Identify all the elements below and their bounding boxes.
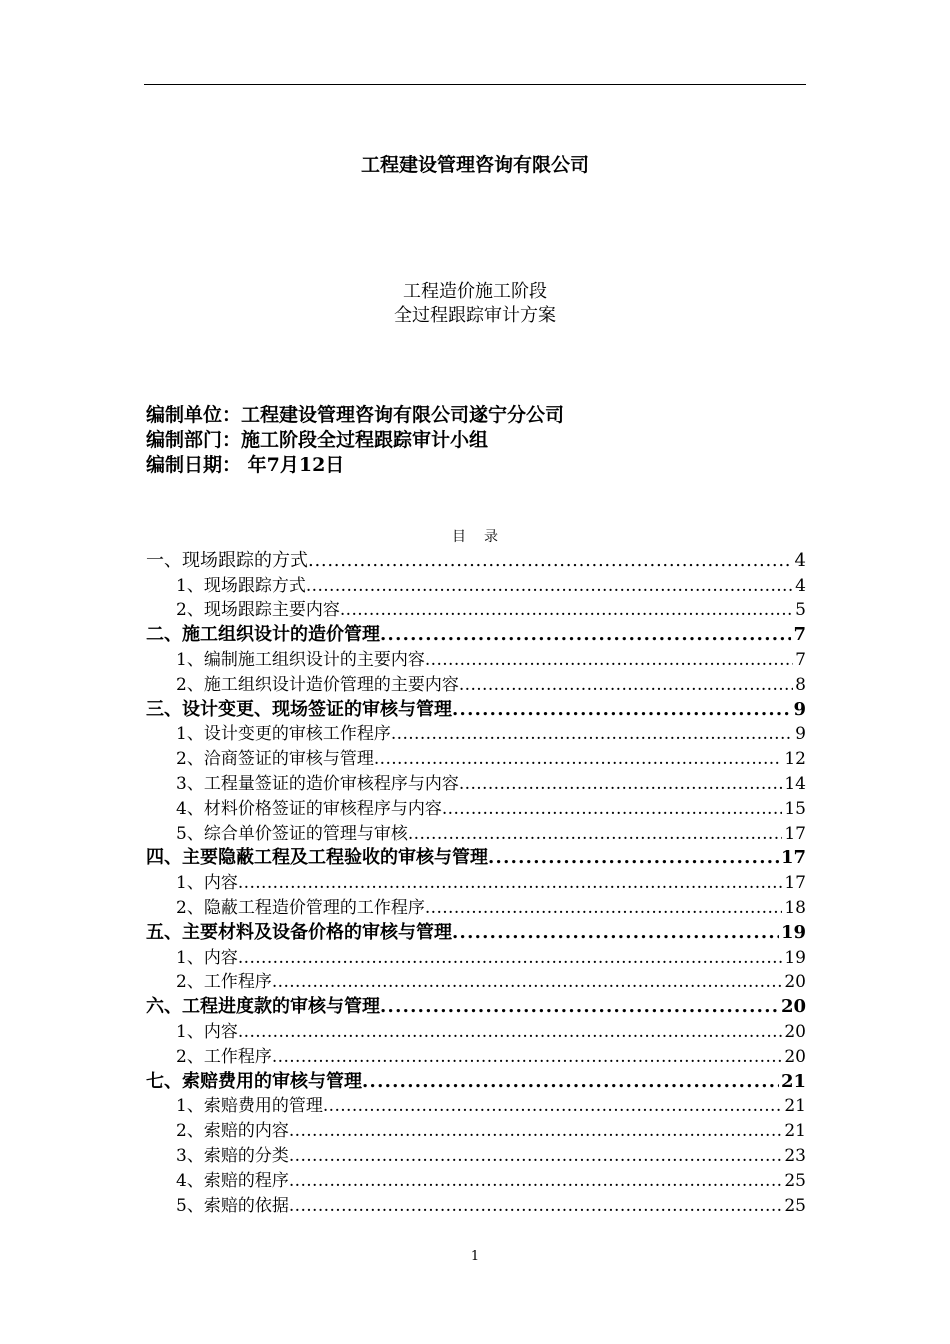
- toc-entry-page: 9: [793, 698, 806, 720]
- toc-entry-page: 15: [784, 798, 806, 819]
- toc-leader-dots: [323, 1095, 783, 1117]
- toc-leader-dots: [452, 922, 779, 944]
- toc-entry-title: 2、施工组织设计造价管理的主要内容: [176, 674, 459, 695]
- toc-entry-title: 2、工作程序: [176, 1046, 272, 1067]
- toc-entry-title: 2、现场跟踪主要内容: [176, 600, 340, 621]
- toc-section-entry[interactable]: [146, 1142, 806, 1167]
- toc-entry-title: 4、材料价格签证的审核程序与内容: [176, 798, 442, 819]
- toc-section-entry[interactable]: [146, 1117, 806, 1142]
- toc-entry-title: 3、索赔的分类: [176, 1145, 289, 1166]
- toc-section-entry[interactable]: [146, 1018, 806, 1043]
- toc-entry-title: 1、内容: [176, 873, 238, 894]
- toc-leader-dots: [488, 847, 779, 869]
- toc-entry-page: 20: [784, 1046, 806, 1067]
- toc-leader-dots: [289, 1145, 783, 1167]
- toc-entry-title: 5、索赔的依据: [176, 1195, 289, 1216]
- page-number: 1: [470, 1249, 480, 1264]
- toc-entry-title: 二、施工组织设计的造价管理: [146, 624, 380, 646]
- toc-entry-title: 三、设计变更、现场签证的审核与管理: [146, 698, 452, 720]
- info-dept: [146, 425, 488, 452]
- toc-entry-title: 六、工程进度款的审核与管理: [146, 996, 380, 1018]
- toc-leader-dots: [408, 823, 783, 845]
- toc-entry-title: 七、索赔费用的审核与管理: [146, 1070, 362, 1092]
- toc-section-entry[interactable]: [146, 1167, 806, 1192]
- toc-section-entry[interactable]: [146, 969, 806, 994]
- toc-entry-title: 四、主要隐蔽工程及工程验收的审核与管理: [146, 847, 488, 869]
- toc-leader-dots: [362, 1071, 779, 1093]
- toc-leader-dots: [380, 996, 779, 1018]
- toc-entry-page: 25: [784, 1170, 806, 1191]
- toc-entry-page: 20: [784, 1021, 806, 1042]
- toc-entry-page: 17: [780, 847, 806, 869]
- table-of-contents: [146, 547, 806, 1217]
- info-dept-label: 编制部门：: [146, 429, 242, 451]
- toc-section-entry[interactable]: [146, 869, 806, 894]
- toc-entry-page: 20: [784, 972, 806, 993]
- toc-section-entry[interactable]: [146, 795, 806, 820]
- toc-section-entry[interactable]: [146, 1093, 806, 1118]
- toc-section-entry[interactable]: [146, 671, 806, 696]
- info-date-label: 编制日期：: [146, 454, 242, 476]
- toc-entry-title: 2、洽商签证的审核与管理: [176, 749, 374, 770]
- toc-leader-dots: [238, 1021, 783, 1043]
- toc-chapter-entry[interactable]: [146, 1068, 806, 1093]
- toc-entry-title: 5、综合单价签证的管理与审核: [176, 823, 408, 844]
- toc-entry-title: 4、索赔的程序: [176, 1170, 289, 1191]
- header-rule: [144, 84, 806, 85]
- toc-chapter-entry[interactable]: [146, 919, 806, 944]
- toc-entry-page: 21: [784, 1096, 806, 1117]
- toc-leader-dots: [391, 723, 793, 745]
- info-unit-value: 工程建设管理咨询有限公司遂宁分公司: [241, 404, 565, 426]
- toc-entry-page: 14: [784, 773, 806, 794]
- toc-leader-dots: [459, 674, 793, 696]
- toc-entry-page: 18: [784, 897, 806, 918]
- toc-entry-title: 2、隐蔽工程造价管理的工作程序: [176, 897, 425, 918]
- toc-chapter-entry[interactable]: [146, 621, 806, 646]
- toc-chapter-entry[interactable]: [146, 547, 806, 572]
- toc-leader-dots: [425, 897, 783, 919]
- toc-leader-dots: [272, 971, 783, 993]
- toc-leader-dots: [289, 1195, 783, 1217]
- toc-entry-title: 2、索赔的内容: [176, 1121, 289, 1142]
- toc-section-entry[interactable]: [146, 572, 806, 597]
- toc-section-entry[interactable]: [146, 721, 806, 746]
- info-date-value: 年7月12日: [241, 454, 345, 476]
- toc-section-entry[interactable]: [146, 646, 806, 671]
- toc-entry-title: 一、现场跟踪的方式: [146, 549, 308, 571]
- toc-leader-dots: [442, 798, 783, 820]
- toc-entry-page: 7: [795, 649, 806, 670]
- document-title-line2: 全过程跟踪审计方案: [394, 305, 556, 326]
- toc-section-entry[interactable]: [146, 894, 806, 919]
- company-name: 工程建设管理咨询有限公司: [360, 154, 589, 176]
- toc-section-entry[interactable]: [146, 820, 806, 845]
- toc-entry-title: 3、工程量签证的造价审核程序与内容: [176, 773, 459, 794]
- toc-leader-dots: [340, 599, 793, 621]
- toc-entry-title: 2、工作程序: [176, 972, 272, 993]
- toc-leader-dots: [380, 624, 791, 646]
- toc-chapter-entry[interactable]: [146, 845, 806, 870]
- toc-chapter-entry[interactable]: [146, 696, 806, 721]
- toc-entry-title: 1、现场跟踪方式: [176, 575, 306, 596]
- toc-entry-title: 1、内容: [176, 1021, 238, 1042]
- toc-entry-page: 21: [784, 1121, 806, 1142]
- toc-entry-page: 8: [795, 674, 806, 695]
- toc-entry-page: 19: [784, 947, 806, 968]
- toc-leader-dots: [238, 872, 783, 894]
- toc-entry-page: 12: [784, 749, 806, 770]
- toc-leader-dots: [374, 748, 783, 770]
- info-unit-label: 编制单位：: [146, 404, 242, 426]
- toc-entry-title: 1、内容: [176, 947, 238, 968]
- toc-leader-dots: [289, 1120, 783, 1142]
- toc-section-entry[interactable]: [146, 944, 806, 969]
- toc-entry-page: 21: [780, 1070, 806, 1092]
- toc-chapter-entry[interactable]: [146, 993, 806, 1018]
- toc-section-entry[interactable]: [146, 1043, 806, 1068]
- toc-entry-page: 4: [794, 549, 806, 571]
- toc-section-entry[interactable]: [146, 745, 806, 770]
- toc-entry-page: 20: [780, 996, 806, 1018]
- toc-entry-page: 7: [793, 624, 806, 646]
- toc-entry-page: 19: [780, 921, 806, 943]
- info-dept-value: 施工阶段全过程跟踪审计小组: [241, 429, 489, 451]
- toc-leader-dots: [308, 550, 793, 572]
- toc-leader-dots: [289, 1170, 783, 1192]
- toc-entry-page: 17: [784, 873, 806, 894]
- info-date: [146, 450, 344, 477]
- toc-section-entry[interactable]: [146, 1192, 806, 1217]
- toc-leader-dots: [306, 575, 793, 597]
- toc-leader-dots: [238, 947, 783, 969]
- toc-entry-title: 1、设计变更的审核工作程序: [176, 724, 391, 745]
- toc-entry-page: 4: [795, 575, 806, 596]
- toc-entry-title: 1、编制施工组织设计的主要内容: [176, 649, 425, 670]
- toc-leader-dots: [425, 649, 793, 671]
- toc-entry-page: 23: [784, 1145, 806, 1166]
- toc-leader-dots: [459, 773, 783, 795]
- toc-entry-page: 25: [784, 1195, 806, 1216]
- toc-entry-page: 17: [784, 823, 806, 844]
- toc-section-entry[interactable]: [146, 597, 806, 622]
- toc-leader-dots: [452, 699, 791, 721]
- toc-entry-page: 9: [795, 724, 806, 745]
- toc-leader-dots: [272, 1046, 783, 1068]
- info-unit: [146, 400, 564, 427]
- toc-entry-title: 1、索赔费用的管理: [176, 1096, 323, 1117]
- toc-entry-page: 5: [795, 600, 806, 621]
- toc-heading: 目录: [452, 529, 516, 545]
- document-title-line1: 工程造价施工阶段: [403, 281, 547, 302]
- toc-entry-title: 五、主要材料及设备价格的审核与管理: [146, 921, 452, 943]
- toc-section-entry[interactable]: [146, 770, 806, 795]
